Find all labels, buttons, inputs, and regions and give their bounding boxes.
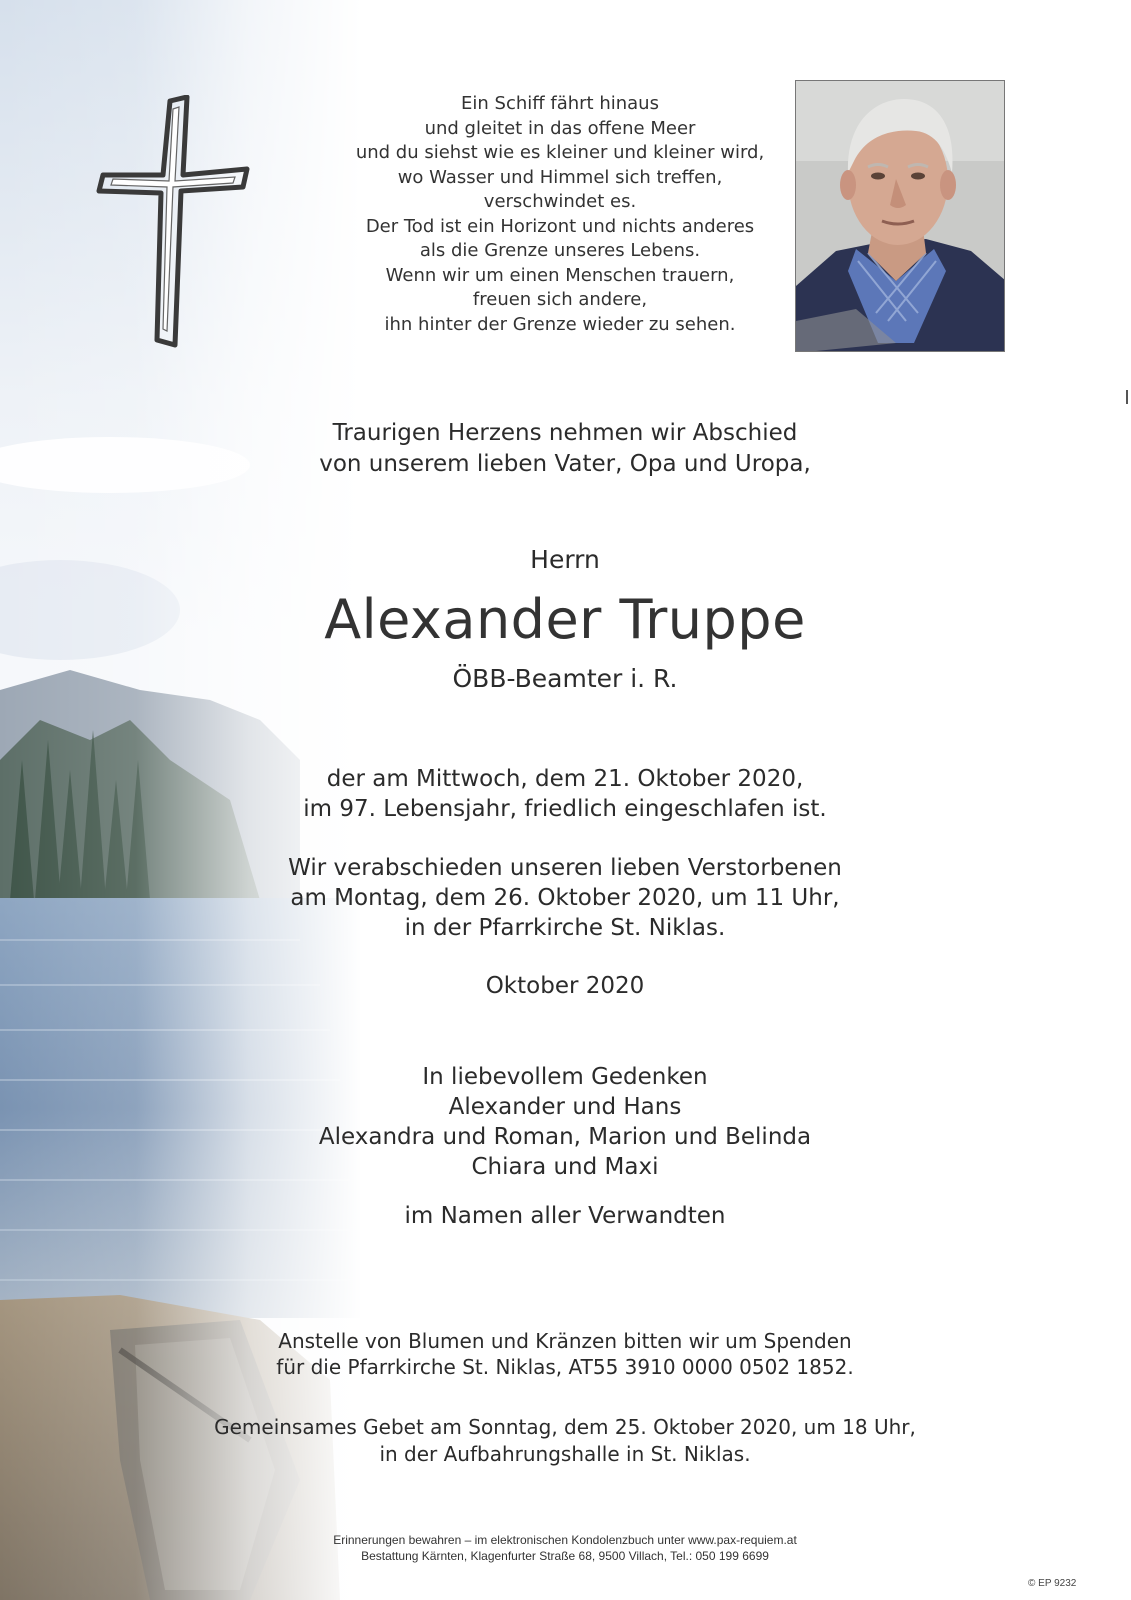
donation-line: für die Pfarrkirche St. Niklas, AT55 3910 0000 0502 1852.: [276, 1355, 854, 1379]
footer-line: Bestattung Kärnten, Klagenfurter Straße 68, 9500 Villach, Tel.: 050 199 6699: [361, 1549, 769, 1563]
salutation: Herrn: [530, 545, 600, 574]
deceased-profession: ÖBB-Beamter i. R.: [452, 664, 678, 693]
poem-line: ihn hinter der Grenze wieder zu sehen.: [384, 313, 736, 335]
poem-line: Wenn wir um einen Menschen trauern,: [385, 264, 735, 286]
intro-line: Traurigen Herzens nehmen wir Abschied: [332, 420, 798, 446]
prayer-line: Gemeinsames Gebet am Sonntag, dem 25. Oktober 2020, um 18 Uhr,: [214, 1415, 916, 1439]
footer-line: Erinnerungen bewahren – im elektronischen Kondolenzbuch unter www.pax-requiem.at: [333, 1533, 797, 1547]
death-notice: [170, 764, 960, 824]
mourners-line: Alexander und Hans: [448, 1094, 682, 1120]
intro-text: [170, 418, 960, 480]
intro-line: von unserem lieben Vater, Opa und Uropa,: [319, 451, 811, 477]
funeral-notice: [170, 853, 960, 943]
poem-line: freuen sich andere,: [472, 289, 648, 310]
relatives-note: im Namen aller Verwandten: [404, 1203, 726, 1229]
mourners-line: In liebevollem Gedenken: [422, 1064, 708, 1090]
poem: [330, 92, 790, 337]
notice-date: Oktober 2020: [485, 973, 645, 999]
mourners-line: Alexandra und Roman, Marion und Belinda: [318, 1124, 812, 1150]
death-line: der am Mittwoch, dem 21. Oktober 2020,: [326, 766, 804, 792]
funeral-line: Wir verabschieden unseren lieben Verstorbenen: [288, 855, 842, 881]
cross-icon: [95, 95, 255, 350]
poem-line: verschwindet es.: [483, 191, 637, 212]
portrait-photo: [795, 80, 1005, 352]
poem-line: und gleitet in das offene Meer: [424, 117, 696, 139]
poem-line: Der Tod ist ein Horizont und nichts anderes: [365, 215, 755, 237]
copyright: © EP 9232: [1028, 1578, 1077, 1589]
prayer-note: [170, 1414, 960, 1468]
donation-note: [170, 1328, 960, 1380]
footer: [170, 1532, 960, 1564]
death-line: im 97. Lebensjahr, friedlich eingeschlafen ist.: [303, 796, 827, 822]
donation-line: Anstelle von Blumen und Kränzen bitten wir um Spenden: [278, 1329, 852, 1353]
poem-line: und du siehst wie es kleiner und kleiner wird,: [355, 142, 765, 163]
prayer-line: in der Aufbahrungshalle in St. Niklas.: [379, 1442, 751, 1466]
poem-line: wo Wasser und Himmel sich treffen,: [397, 166, 723, 188]
funeral-line: am Montag, dem 26. Oktober 2020, um 11 Uhr,: [290, 885, 840, 911]
mourners-list: [170, 1062, 960, 1182]
poem-line: Ein Schiff fährt hinaus: [461, 93, 659, 114]
deceased-name: Alexander Truppe: [324, 588, 806, 651]
mourners-line: Chiara und Maxi: [471, 1154, 659, 1180]
funeral-line: in der Pfarrkirche St. Niklas.: [404, 915, 726, 941]
scan-edge-mark: [1126, 390, 1128, 404]
poem-line: als die Grenze unseres Lebens.: [419, 240, 701, 261]
